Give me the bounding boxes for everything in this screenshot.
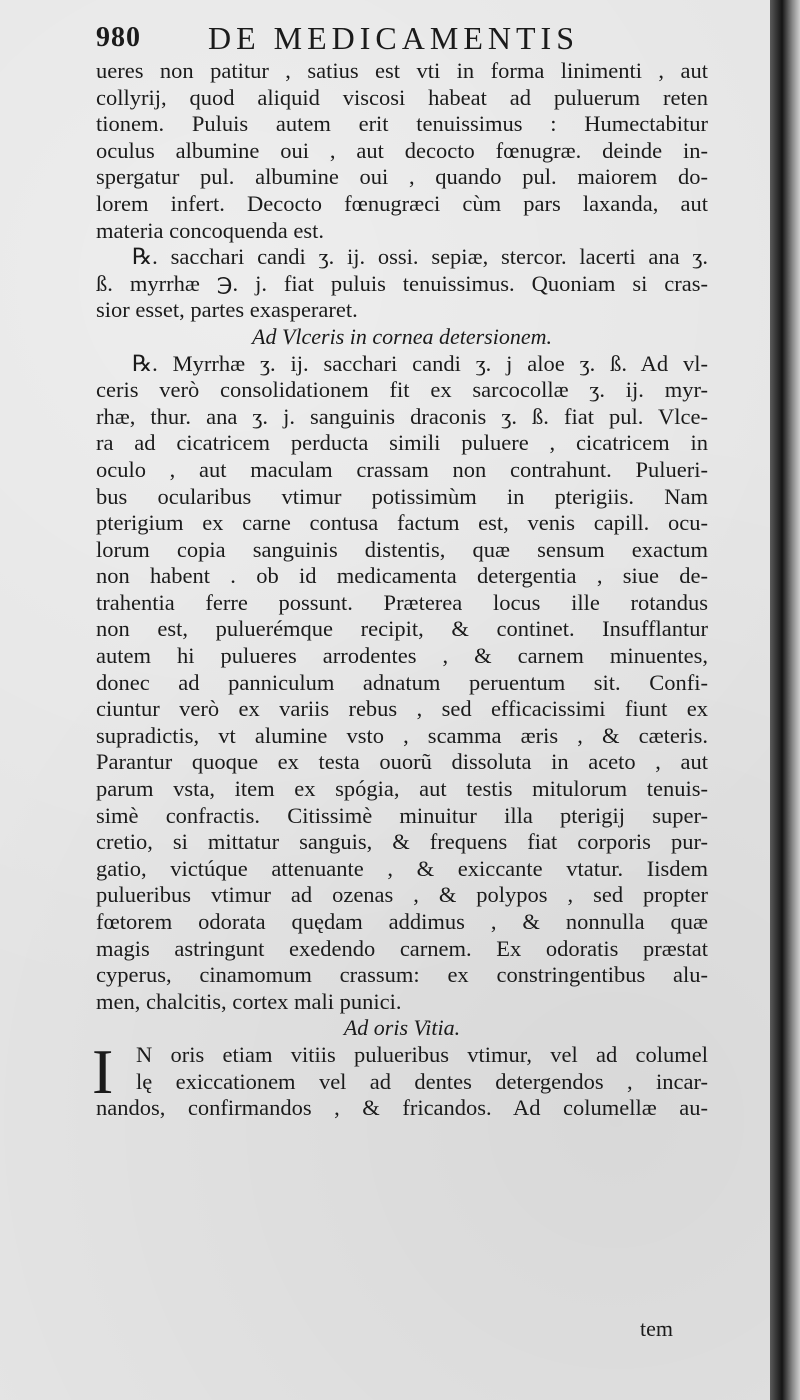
text-line: simè confractis. Citissimè minuitur illa pterigij super- [96,802,708,828]
text-line: non est, puluerémque recipit, & continet. Insufflantur [96,616,708,642]
text-line: collyrij, quod aliquid viscosi habeat ad puluerum reten [96,84,708,110]
text-line: cyperus, cinamomum crassum: ex constringentibus alu- [96,962,708,988]
text-line: lorem infert. Decocto fœnugræci cùm pars laxanda, aut [96,190,708,216]
running-title: DE MEDICAMENTIS [208,20,579,56]
text-line: gatio, victúque attenuante , & exiccante vtatur. Iisdem [96,855,708,881]
text-line: parum vsta, item ex spógia, aut testis mitulorum tenuis- [96,776,708,802]
text-line: ℞. sacchari candi ʒ. ij. ossi. sepiæ, stercor. lacerti ana ʒ. [132,244,708,270]
text-line: Parantur quoque ex testa ouorũ dissoluta in aceto , aut [96,749,708,775]
text-line: non habent . ob id medicamenta detergentia , siue de- [96,563,708,589]
text-line: ℞. Myrrhæ ʒ. ij. sacchari candi ʒ. j aloe ʒ. ß. Ad vl- [132,350,708,376]
book-gutter [770,0,800,1400]
text-line: tionem. Puluis autem erit tenuissimus : Humectabitur [96,111,708,137]
text-line: ceris verò consolidationem fit ex sarcocollæ ʒ. ij. myr- [96,377,708,403]
text-line: lę exiccationem vel ad dentes detergendos , incar- [136,1068,708,1094]
text-line: ueres non patitur , satius est vti in forma linimenti , aut [96,58,708,83]
text-line: donec ad panniculum adnatum peruentum sit. Confi- [96,669,708,695]
text-line: nandos, confirmandos , & fricandos. Ad columellæ au- [96,1095,708,1121]
catchword: tem [640,1316,673,1341]
text-line: fœtorem odorata quędam addimus , & nonnulla quæ [96,909,708,934]
section-heading: Ad oris Vitia. [343,1015,461,1041]
text-line: supradictis, vt alumine vsto , scamma æris , & cæteris. [96,722,708,748]
text-line: cretio, si mittatur sanguis, & frequens fiat corporis pur- [96,829,708,855]
text-line: spergatur pul. albumine oui , quando pul. maiorem do- [96,164,708,190]
text-line: rhæ, thur. ana ʒ. j. sanguinis draconis ʒ. ß. fiat pul. Vlce- [96,403,708,429]
text-line: ciuntur verò ex variis rebus , sed efficacissimi fiunt ex [96,696,708,722]
text-line: ß. myrrhæ ℈. j. fiat puluis tenuissimus. Quoniam si cras- [96,270,708,296]
text-block [92,58,708,1122]
text-line: pulueribus vtimur ad ozenas , & polypos , sed propter [96,882,708,908]
text-line: materia concoquenda est. [96,217,325,243]
text-line: pterigium ex carne contusa factum est, venis capill. ocu- [96,510,708,536]
text-line: autem hi pulueres arrodentes , & carnem minuentes, [96,643,708,669]
text-line: oculus albumine oui , aut decocto fœnugræ. deinde in- [96,137,708,163]
text-line: trahentia ferre possunt. Præterea locus ille rotandus [96,589,708,615]
section-heading: Ad Vlceris in cornea detersionem. [252,323,552,349]
text-line: ra ad cicatricem perducta simili puluere , cicatricem in [96,430,708,456]
final-paragraph [92,1035,708,1122]
text-line: lorum copia sanguinis distentis, quæ sensum exactum [96,536,708,562]
text-line: men, chalcitis, cortex mali punici. [96,988,402,1014]
text-line: magis astringunt exedendo carnem. Ex odoratis præstat [96,935,708,961]
text-line: sior esset, partes exasperaret. [96,297,358,323]
text-line: oculo , aut maculam crassam non contrahunt. Pulueri- [96,456,708,482]
text-line: N oris etiam vitiis pulueribus vtimur, vel ad columel [136,1041,708,1067]
page-number: 980 [96,22,141,53]
text-line: bus ocularibus vtimur potissimùm in pterigiis. Nam [96,483,708,509]
page-header [96,16,656,56]
drop-initial: I [92,1035,114,1107]
